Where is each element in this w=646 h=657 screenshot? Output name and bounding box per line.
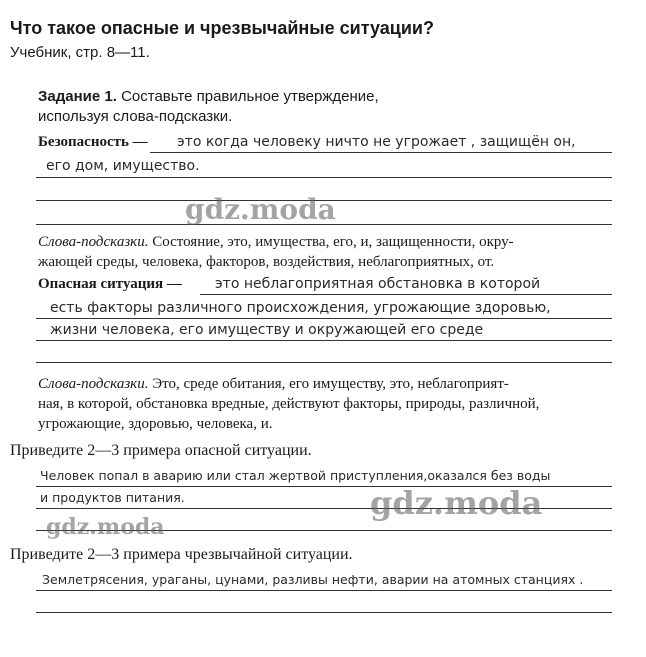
- danger-term: Опасная ситуация —: [38, 276, 182, 292]
- hints-2-label: Слова-подсказки.: [38, 376, 149, 392]
- safety-answer-line2: его дом, имущество.: [46, 158, 200, 174]
- task-instruction: [38, 88, 379, 105]
- emergency-examples-prompt: Приведите 2—3 примера чрезвычайной ситуации.: [10, 546, 353, 563]
- answer-line: [36, 318, 612, 319]
- answer-line: [36, 590, 612, 591]
- watermark: gdz.moda: [46, 514, 165, 540]
- answer-line: [36, 612, 612, 613]
- watermark: gdz.moda: [185, 193, 336, 226]
- answer-line: [36, 177, 612, 178]
- answer-line: [36, 340, 612, 341]
- task-text-line2: используя слова-подсказки.: [38, 108, 233, 125]
- safety-answer-line1: это когда человеку ничто не угрожает , защищён он,: [177, 134, 576, 150]
- hints-2-line1: [38, 376, 509, 393]
- hints-2-line3: угрожающие, здоровью, человека, и.: [38, 416, 273, 432]
- dangerous-answer-line1: Человек попал в аварию или стал жертвой приступления,оказался без воды: [40, 468, 551, 483]
- dangerous-examples-prompt: Приведите 2—3 примера опасной ситуации.: [10, 442, 312, 459]
- textbook-reference: Учебник, стр. 8—11.: [10, 44, 150, 61]
- answer-line: [150, 152, 612, 153]
- task-text-line1: Составьте правильное утверждение,: [121, 88, 379, 105]
- hints-1-text: Состояние, это, имущества, его, и, защищенности, окру-: [148, 234, 514, 250]
- dangerous-answer-line2: и продуктов питания.: [40, 490, 185, 505]
- page-title: Что такое опасные и чрезвычайные ситуации?: [10, 18, 434, 38]
- danger-answer-line2: есть факторы различного происхождения, угрожающие здоровью,: [50, 300, 551, 316]
- hints-2-text: Это, среде обитания, его имуществу, это, неблагоприят-: [148, 376, 509, 392]
- answer-line: [200, 294, 612, 295]
- safety-term: Безопасность —: [38, 134, 148, 150]
- hints-2-line2: ная, в которой, обстановка вредные, действуют факторы, природы, различной,: [38, 396, 540, 412]
- hints-1-line1: [38, 234, 514, 251]
- danger-answer-line3: жизни человека, его имуществу и окружающей его среде: [50, 322, 484, 338]
- answer-line: [36, 362, 612, 363]
- emergency-answer-line1: Землетрясения, ураганы, цунами, разливы нефти, аварии на атомных станциях .: [42, 572, 584, 587]
- hints-1-line2: жающей среды, человека, факторов, воздействия, неблагоприятных, от.: [38, 254, 495, 270]
- task-label: Задание 1.: [38, 88, 117, 105]
- watermark: gdz.moda: [370, 484, 543, 522]
- danger-answer-line1: это неблагоприятная обстановка в которой: [215, 276, 541, 292]
- hints-1-label: Слова-подсказки.: [38, 234, 149, 250]
